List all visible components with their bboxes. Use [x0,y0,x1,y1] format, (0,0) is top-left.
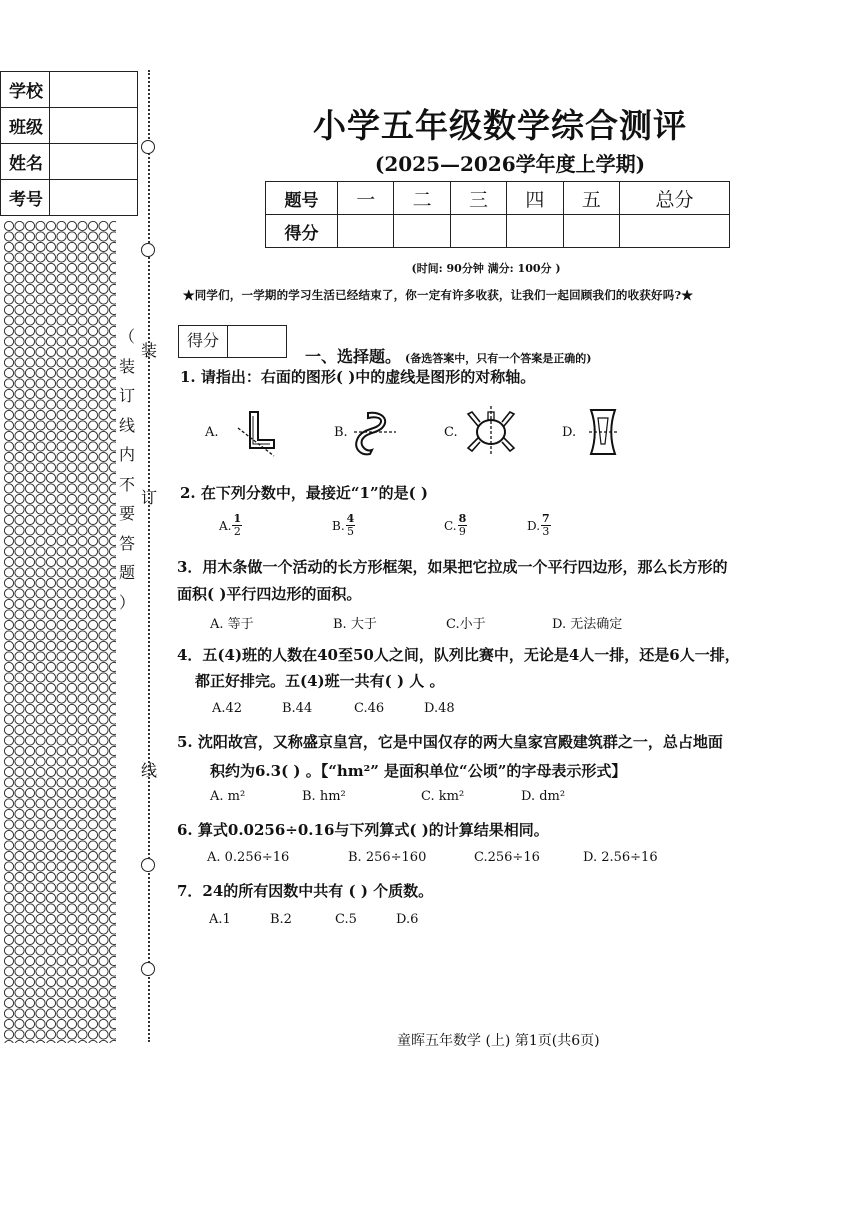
exam-number-label: 考号 [1,180,50,216]
q2-option-c[interactable] [444,513,467,538]
binding-notice-char: 订 [140,488,157,507]
binding-notice-char: 不 [118,474,135,494]
q6-option-c[interactable]: C.256÷16 [474,850,540,865]
question-number-label: 题号 [266,182,338,215]
option-letter: B. [332,518,345,533]
time-info: (时间: 90分钟 满分: 100分 ) [411,262,561,275]
q4-option-c[interactable]: C.46 [354,701,385,716]
fraction-numerator: 4 [346,512,355,525]
q6-option-a[interactable]: A. 0.256÷16 [207,850,290,865]
fraction-denominator: 3 [542,525,550,538]
score-cell[interactable] [338,215,394,248]
q1-option-d-label[interactable]: D. [562,425,577,440]
binding-notice-char: 要 [118,504,135,523]
score-table [265,181,730,248]
fraction-numerator: 1 [233,512,242,525]
q4-option-a[interactable]: A.42 [212,701,243,716]
q4-option-b[interactable]: B.44 [282,701,313,716]
score-column-header: 一 [338,182,394,215]
section-title [305,344,591,367]
question-5-line-1: 5. 沈阳故宫，又称盛京皇宫，它是中国仅存的两大皇家宫殿建筑群之一，总占地面 [177,733,723,751]
question-5-line-2: 积约为6.3( ) 。【“hm²” 是面积单位“公顷”的字母表示形式】 [210,762,627,780]
question-4-line-1: 4．五(4)班的人数在40至50人之间，队列比赛中，无论是4人一排，还是6人一排， [177,646,740,664]
question-7: 7．24的所有因数中共有 ( ) 个质数。 [177,882,434,900]
binding-notice-char: 装 [140,341,157,360]
q7-option-c[interactable]: C.5 [335,912,357,927]
fraction-denominator: 9 [458,525,466,538]
q7-option-b[interactable]: B.2 [270,912,292,927]
option-letter: D. [527,518,541,533]
greeting-text: ★同学们，一学期的学习生活已经结束了，你一定有许多收获，让我们一起回顾我们的收获好吗?★ [183,288,694,302]
binding-hole [141,243,155,257]
binding-notice-char: 内 [118,445,135,464]
binding-hole [141,962,155,976]
q6-option-b[interactable]: B. 256÷160 [348,850,427,865]
binding-notice-char: 线 [118,415,135,435]
score-cell[interactable] [450,215,506,248]
binding-hole [141,140,155,154]
q5-option-b[interactable]: B. hm² [302,789,346,804]
fraction-denominator: 5 [346,525,354,538]
q2-option-b[interactable] [332,513,355,538]
question-2: 2. 在下列分数中，最接近“1”的是( ) [180,484,428,502]
class-field[interactable] [50,108,138,144]
student-info-table [0,71,138,216]
page-footer: 童晖五年数学 (上) 第1页(共6页) [397,1033,600,1049]
q7-option-a[interactable]: A.1 [209,912,231,927]
page-title: 小学五年级数学综合测评 [313,106,687,145]
binding-notice-char: 答 [118,533,135,553]
score-row-label: 得分 [266,215,338,248]
q3-option-a[interactable]: A. 等于 [210,617,254,632]
q1-option-b-label[interactable]: B. [334,425,348,440]
binding-line [148,70,150,1042]
question-4-line-2: 都正好排完。五(4)班一共有( ) 人 。 [195,672,445,690]
section-title-text: 一、选择题。 [305,347,402,366]
binding-notice-char: 订 [118,386,135,405]
score-cell[interactable] [507,215,563,248]
section-score-label: 得分 [179,326,228,357]
q6-option-d[interactable]: D. 2.56÷16 [583,850,658,865]
option-letter: C. [444,518,457,533]
score-column-header: 五 [563,182,619,215]
binding-notice [116,322,138,617]
exam-number-field[interactable] [50,180,138,216]
section-note: (备选答案中，只有一个答案是正确的) [405,352,592,365]
binding-notice-char: 题 [118,563,135,582]
question-6: 6. 算式0.0256÷0.16与下列算式( )的计算结果相同。 [177,821,549,839]
score-cell[interactable] [620,215,730,248]
school-label: 学校 [1,72,50,108]
q3-option-b[interactable]: B. 大于 [333,617,377,632]
fraction-numerator: 7 [542,512,550,525]
q1-shape-d-icon [586,404,620,460]
q1-shape-b-icon [348,408,398,458]
q1-option-c-label[interactable]: C. [444,425,458,440]
name-label: 姓名 [1,144,50,180]
q4-option-d[interactable]: D.48 [424,701,455,716]
score-column-header: 四 [507,182,563,215]
fraction-denominator: 2 [233,525,241,538]
question-3-line-1: 3．用木条做一个活动的长方形框架，如果把它拉成一个平行四边形，那么长方形的 [177,558,728,576]
q5-option-a[interactable]: A. m² [210,789,246,804]
score-cell[interactable] [563,215,619,248]
option-letter: A. [219,518,232,533]
binding-notice-char: 装 [118,356,135,376]
q5-option-d[interactable]: D. dm² [521,789,566,804]
binding-hole [141,858,155,872]
question-3-line-2: 面积( )平行四边形的面积。 [177,585,362,603]
decorative-circle-pattern [4,221,116,1043]
q1-shape-c-icon [462,404,520,458]
binding-notice-char: 线 [140,761,157,780]
q3-option-d[interactable]: D. 无法确定 [552,617,623,632]
score-column-header: 二 [394,182,450,215]
q2-option-d[interactable] [527,513,551,538]
school-field[interactable] [50,72,138,108]
page-subtitle: (2025—2026学年度上学期) [374,152,646,176]
section-score-field[interactable] [228,326,286,357]
score-column-header: 总分 [620,182,730,215]
q5-option-c[interactable]: C. km² [421,789,465,804]
q3-option-c[interactable]: C.小于 [446,617,486,632]
q7-option-d[interactable]: D.6 [396,912,419,927]
q1-shape-a-icon [234,408,278,458]
score-cell[interactable] [394,215,450,248]
class-label: 班级 [1,108,50,144]
name-field[interactable] [50,144,138,180]
binding-notice-char: ） [118,592,135,612]
q2-option-a[interactable] [219,513,242,538]
section-score-box [178,325,287,358]
q1-option-a-label[interactable]: A. [205,425,219,440]
binding-notice-char: （ [118,327,135,346]
score-column-header: 三 [450,182,506,215]
question-1: 1. 请指出：右面的图形( )中的虚线是图形的对称轴。 [180,368,536,386]
fraction-numerator: 8 [458,512,467,525]
